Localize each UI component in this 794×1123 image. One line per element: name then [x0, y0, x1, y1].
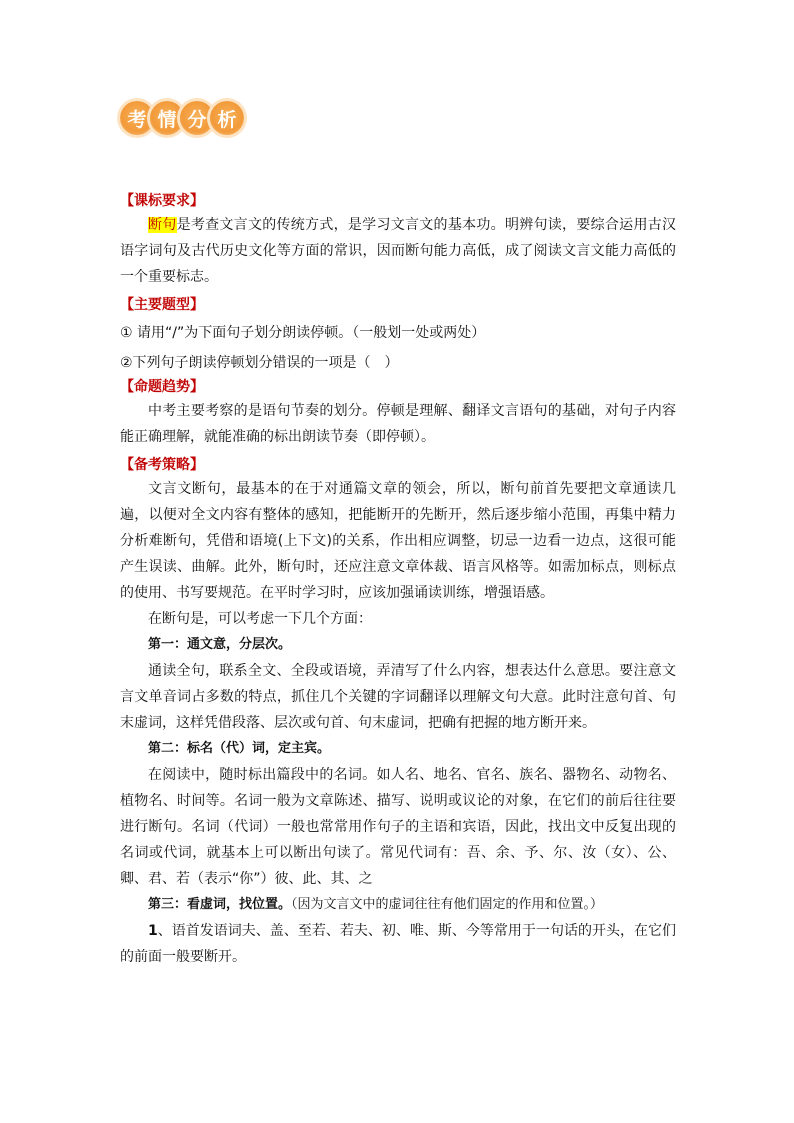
question-type-2: ②下列句子朗读停顿划分错误的一项是（ ）: [120, 355, 399, 371]
section-banner: [120, 96, 240, 140]
document-body: [120, 190, 676, 970]
requirements-text: 是考查文言文的传统方式，是学习文言文的基本功。明辨句读，要综合运用古汉语字词句及古代历史文化等方面的常识，因而断句能力高低，成了阅读文言文能力高低的一个重要标志。: [120, 217, 677, 285]
aspect-3-line: [120, 892, 676, 918]
trend-paragraph: 中考主要考察的是语句节奏的划分。停顿是理解、翻译文言语句的基础，对句子内容能正确理解，就能准确的标出朗读节奏（即停顿）。: [120, 403, 676, 445]
heading-trend: 【命题趋势】: [120, 379, 204, 395]
aspect-2-paragraph: 在阅读中，随时标出篇段中的名词。如人名、地名、官名、族名、器物名、动物名、植物名、时间等。名词一般为文章陈述、描写、说明或议论的对象，在它们的前后往往要进行断句。名词（代词）一般也常常用作句子的主语和宾语，因此，找出文中反复出现的名词或代词，就基本上可以断出句读了。常见代词有：吾、余、予、尔、汝（女）、公、卿、君、若（表示“你”）彼、此、其、之: [120, 767, 676, 887]
banner-char-2: 情: [150, 101, 184, 135]
question-type-1: ① 请用“/”为下面句子划分朗读停顿。（一般划一处或两处）: [120, 325, 486, 341]
heading-strategy: 【备考策略】: [120, 457, 204, 473]
aspect-3-title: 第三：看虚词，找位置。: [148, 897, 292, 912]
item-1-paragraph: [120, 918, 676, 970]
aspect-2-title: 第二：标名（代）词，定主宾。: [148, 741, 331, 756]
aspects-intro: 在断句是，可以考虑一下几个方面：: [148, 611, 372, 627]
aspect-1-title: 第一：通文意，分层次。: [148, 637, 292, 652]
banner-char-4: 析: [210, 101, 244, 135]
aspect-1-paragraph: 通读全句，联系全文、全段或语境，弄清写了什么内容，想表达什么意思。要注意文言文单音词占多数的特点，抓住几个关键的字词翻译以理解文句大意。此时注意句首、句末虚词，这样凭借段落、层次或句首、句末虚词，把确有把握的地方断开来。: [120, 663, 676, 731]
aspect-3-note: （因为文言文中的虚词往往有他们固定的作用和位置。）: [291, 897, 604, 912]
strategy-paragraph: 文言文断句，最基本的在于对通篇文章的领会，所以，断句前首先要把文章通读几遍，以便对全文内容有整体的感知，把能断开的先断开，然后逐步缩小范围，再集中精力分析难断句，凭借和语境(上下文)的关系，作出相应调整，切忌一边看一边点，这很可能产生误读、曲解。此外，断句时，还应注意文章体裁、语言风格等。如需加标点，则标点的使用、书写要规范。在平时学习时，应该加强诵读训练，增强语感。: [120, 481, 676, 601]
heading-question-types: 【主要题型】: [120, 297, 204, 313]
heading-requirements: 【课标要求】: [120, 193, 204, 209]
banner-char-3: 分: [180, 101, 214, 135]
requirements-paragraph: [120, 212, 676, 290]
banner-char-1: 考: [120, 101, 154, 135]
item-1-number: 1: [148, 923, 158, 939]
item-1-text: 、语首发语词夫、盖、至若、若夫、初、唯、斯、今等常用于一句话的开头，在它们的前面一般要断开。: [120, 923, 676, 965]
highlight-term: 断句: [148, 217, 177, 233]
